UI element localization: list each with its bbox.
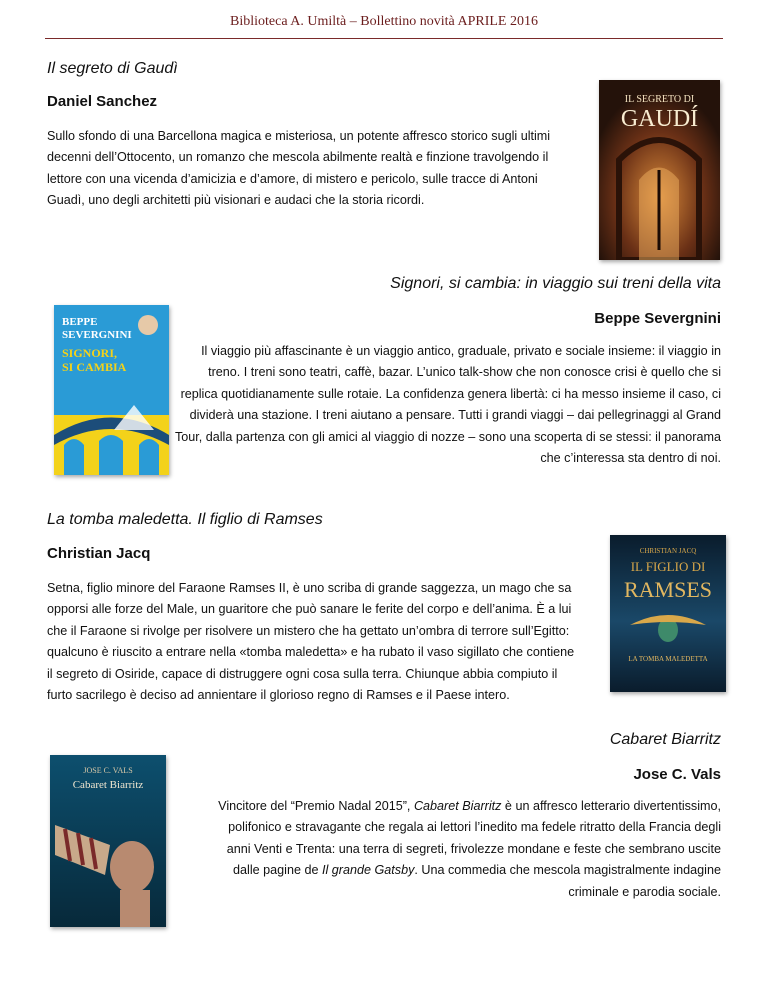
cover-text: SIGNORI, (62, 346, 118, 360)
book-author: Christian Jacq (47, 545, 151, 562)
cover-text: JOSE C. VALS (83, 766, 133, 775)
cover-text: BEPPE (62, 316, 98, 328)
book-description: Vincitore del “Premio Nadal 2015”, Cabaret Biarritz è un affresco letterario divertentissimo, polifonico e stravagante che regala ai lettori l’inedito ma fedele ritratto della Francia degli anni Venti e Trenta: una terra di segreti, frivolezze mondane e feste che sembrano uscite dalle pagine de Il grande Gatsby. Una commedia che mescola magistralmente indagine criminale e parodia sociale. (218, 799, 721, 899)
cover-text: SEVERGNINI (62, 329, 132, 341)
cover-text: CHRISTIAN JACQ (639, 547, 697, 555)
cover-text: SI CAMBIA (62, 360, 127, 374)
cover-text: RAMSES (623, 577, 713, 602)
cover-text: IL FIGLIO DI (630, 559, 706, 574)
header-divider (45, 38, 723, 39)
cover-text: Cabaret Biarritz (72, 779, 144, 791)
book-author: Beppe Severgnini (594, 310, 721, 327)
book-author: Daniel Sanchez (47, 93, 158, 110)
book-cover-ramses (610, 535, 726, 692)
book-description: Setna, figlio minore del Faraone Ramses II, è uno scriba di grande saggezza, un mago che sa opporsi alle forze del Male, un guaritore che può sanare le ferite del corpo e dell’anima. È a lui che il Faraone si rivolge per risolvere un mistero che ha gettato un’ombra di terrore sull’Egitto: qualcuno è riuscito a entrare nella «tomba maledetta» e ha rubato il vaso sigillato che contiene il segreto di Osiride, capace di distruggere ogni cosa sulla terra. Chiunque abbia compiuto il furto sacrilego è deciso ad annientare il glorioso regno di Ramses e il Paese intero. (47, 581, 575, 703)
book-title: Cabaret Biarritz (609, 731, 721, 748)
bulletin-header: Biblioteca A. Umiltà – Bollettino novità APRILE 2016 (230, 14, 538, 29)
book-title: Signori, si cambia: in viaggio sui treni della vita (390, 275, 721, 292)
book-title: Il segreto di Gaudì (47, 60, 178, 77)
cover-text: LA TOMBA MALEDETTA (628, 655, 708, 663)
cover-text: GAUDÍ (620, 106, 699, 132)
book-description: Il viaggio più affascinante è un viaggio antico, graduale, privato e sociale insieme: il viaggio in treno. I treni sono teatri, caffè, bazar. L’unico talk-show che non conosce crisi è quello che si replica quotidianamente sulle rotaie. La confidenza genera libertà: ci ha messo insieme il caso, ci dividerà una stazione. I treni aiutano a pensare. Tutti i grandi viaggi – dai pellegrinaggi al Grand Tour, dalla partenza con gli amici al viaggio di nozze – sono una scoperta di se stessi: il panorama che c’interessa sta dentro di noi. (174, 344, 721, 466)
book-author: Jose C. Vals (633, 766, 721, 783)
book-description: Sullo sfondo di una Barcellona magica e misteriosa, un potente affresco storico sugli ultimi decenni dell’Ottocento, un romanzo che mescola abilmente realtà e finzione travolgendo il lettore con una vicenda d’amicizia e d’amore, di mistero e pericolo, sulle tracce di Antoni Guadì, uno degli architetti più visionari e audaci che la storia ricordi. (47, 129, 551, 208)
book-cover-cabaret (50, 755, 166, 927)
book-cover-gaudi (599, 80, 720, 260)
book-cover-severgnini (54, 305, 169, 475)
book-title: La tomba maledetta. Il figlio di Ramses (47, 511, 323, 528)
cover-text: IL SEGRETO DI (624, 94, 695, 105)
